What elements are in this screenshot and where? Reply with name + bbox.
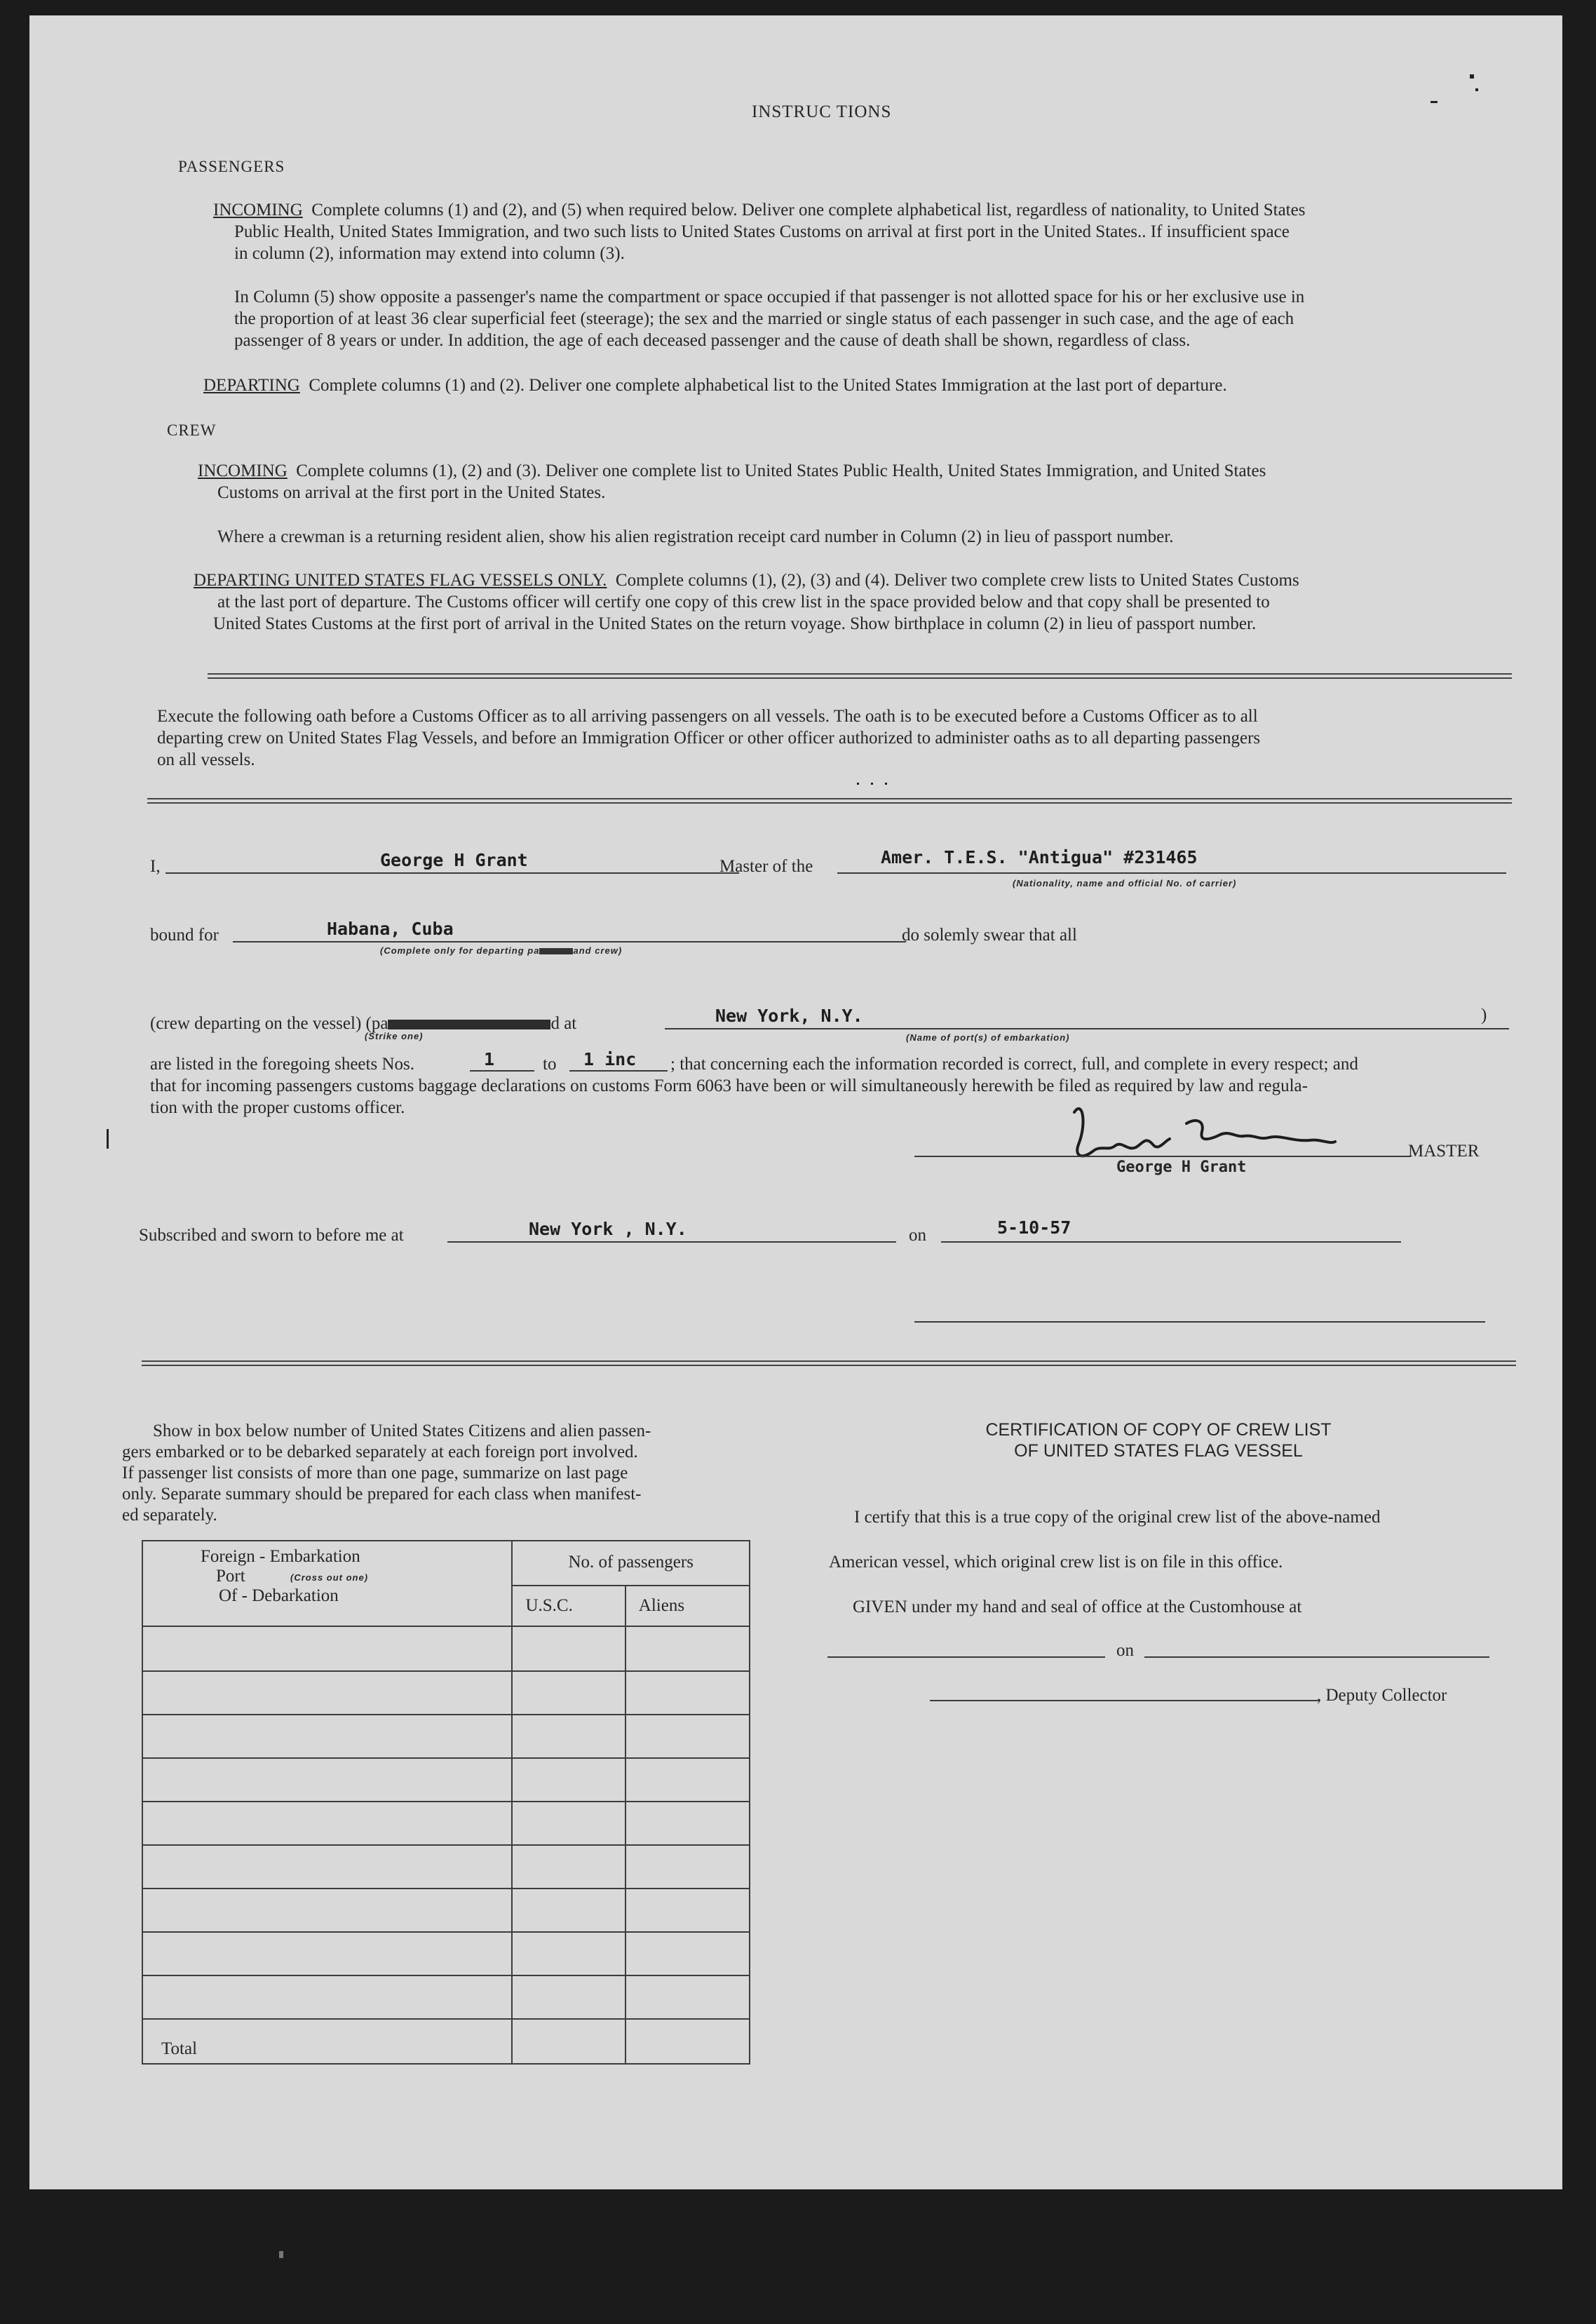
port-cell[interactable] [142, 1802, 512, 1845]
section-divider [142, 1360, 1516, 1366]
bound-for-port: Habana, Cuba [327, 919, 454, 939]
vessel-caption: (Nationality, name and official No. of carrier) [1013, 878, 1237, 889]
close-paren: ) [1481, 1006, 1487, 1025]
passengers-departing-label: DEPARTING [203, 376, 300, 395]
summary-line: ed separately. [122, 1506, 217, 1525]
master-name: George H Grant [380, 850, 528, 870]
crew-incoming-block [198, 460, 1266, 482]
sworn-label: Subscribed and sworn to before me at [139, 1226, 404, 1245]
port-cell[interactable] [142, 1932, 512, 1975]
bound-caption [380, 945, 622, 956]
port-cell[interactable] [142, 1975, 512, 2019]
sheet-from: 1 [484, 1049, 495, 1069]
usc-cell[interactable] [512, 1932, 625, 1975]
usc-cell[interactable] [512, 1715, 625, 1758]
aliens-header-cell [625, 1586, 750, 1626]
passengers-incoming-block [213, 199, 1531, 221]
aliens-cell[interactable] [625, 1671, 750, 1715]
table-total-row [142, 2019, 750, 2064]
redaction-mark [539, 948, 573, 954]
usc-cell[interactable] [512, 1671, 625, 1715]
bound-for-line [233, 941, 906, 943]
usc-cell[interactable] [512, 1975, 625, 2019]
crew-incoming-label: INCOMING [198, 461, 288, 480]
usc-cell[interactable] [512, 1802, 625, 1845]
listed-line2: that for incoming passengers customs baggage declarations on customs Form 6063 have been or will simultaneously herewith be filed as required by law and regula- [150, 1076, 1308, 1095]
port-header-line2-wrap [201, 1567, 511, 1586]
usc-cell[interactable] [512, 1845, 625, 1889]
port-cell[interactable] [142, 1845, 512, 1889]
passengers-departing-block [203, 374, 1227, 396]
master-name-line [165, 872, 739, 874]
passengers-count-header-text: No. of passengers [568, 1553, 694, 1572]
listed-label: are listed in the foregoing sheets Nos. [150, 1055, 414, 1074]
customhouse-line [827, 1656, 1105, 1658]
master-title: MASTER [1408, 1142, 1480, 1161]
vessel-line [837, 872, 1506, 874]
vessel-name: Amer. T.E.S. "Antigua" #231465 [881, 847, 1198, 867]
total-label: Total [161, 2039, 198, 2058]
aliens-cell[interactable] [625, 1626, 750, 1671]
crew-departing-block [194, 569, 1299, 591]
certification-date-line [1144, 1656, 1489, 1658]
certification-title-line2: OF UNITED STATES FLAG VESSEL [1014, 1441, 1303, 1461]
crew-alien-text: Where a crewman is a returning resident alien, show his alien registration receipt card number in Column (2) in lieu of passport number. [217, 527, 1174, 546]
summary-line: If passenger list consists of more than one page, summarize on last page [122, 1464, 628, 1482]
crew-departing-line: United States Customs at the first port of arrival in the United States on the return voyage. Show birthplace in column (2) in lieu of passport number. [213, 614, 1257, 633]
sheet-from-line [470, 1070, 534, 1072]
oath-i-label: I, [150, 857, 161, 876]
bound-caption-end: and crew) [573, 945, 623, 956]
section-divider [147, 798, 1512, 804]
scan-mark [279, 2251, 283, 2258]
passengers-incoming-label: INCOMING [213, 201, 303, 219]
port-cell[interactable] [142, 1671, 512, 1715]
usc-total-cell[interactable] [512, 2019, 625, 2064]
sheet-to-line [569, 1070, 668, 1072]
listed-line3: tion with the proper customs officer. [150, 1098, 405, 1117]
oath-instruction-line: Execute the following oath before a Customs Officer as to all arriving passengers on all vessels. The oath is to be executed before a Customs Officer as to all [157, 707, 1258, 726]
deputy-collector-label: , Deputy Collector [1317, 1686, 1447, 1705]
table-row [142, 1626, 750, 1671]
crew-departing-line: Complete columns (1), (2), (3) and (4). Deliver two complete crew lists to United States Customs [615, 571, 1299, 590]
crew-departing-clause [150, 1013, 576, 1034]
scan-mark [107, 1129, 109, 1149]
port-header-cell [142, 1541, 512, 1626]
table-row [142, 1671, 750, 1715]
port-cell[interactable] [142, 1758, 512, 1802]
sheet-to: 1 inc [583, 1049, 637, 1069]
embark-port: New York, N.Y. [715, 1006, 863, 1026]
swear-text: do solemly swear that all [902, 926, 1077, 945]
aliens-cell[interactable] [625, 1889, 750, 1932]
passengers-incoming-line: Complete columns (1) and (2), and (5) when required below. Deliver one complete alphabetical list, regardless of nationality, to United States [311, 201, 1306, 219]
total-label-cell [142, 2019, 512, 2064]
passengers-departing-text: Complete columns (1) and (2). Deliver one complete alphabetical list to the United States Immigration at the last port of departure. [309, 376, 1227, 395]
scan-mark [1470, 74, 1474, 79]
port-cell[interactable] [142, 1626, 512, 1671]
bound-caption-start: (Complete only for departing pa [380, 945, 540, 956]
aliens-cell[interactable] [625, 1975, 750, 2019]
signature-name: George H Grant [1116, 1158, 1247, 1176]
sworn-place-line [447, 1241, 896, 1243]
certification-on-label: on [1116, 1641, 1134, 1660]
scan-mark [1431, 101, 1438, 103]
table-row [142, 1889, 750, 1932]
crew-heading: CREW [167, 421, 217, 439]
aliens-header: Aliens [638, 1596, 685, 1615]
usc-header: U.S.C. [525, 1596, 573, 1615]
master-of-label: Master of the [719, 857, 813, 876]
scan-mark [1475, 88, 1478, 91]
section-divider [208, 673, 1512, 679]
sworn-date-line [941, 1241, 1401, 1243]
table-row [142, 1845, 750, 1889]
crew-departing-line: at the last port of departure. The Customs officer will certify one copy of this crew list in the space provided below and that copy shall be presented to [217, 593, 1270, 612]
table-row [142, 1975, 750, 2019]
port-cell[interactable] [142, 1889, 512, 1932]
listed-rest: ; that concerning each the information recorded is correct, full, and complete in every respect; and [670, 1055, 1358, 1074]
cross-out-hint: (Cross out one) [290, 1572, 369, 1583]
summary-line: gers embarked or to be debarked separately at each foreign port involved. [122, 1443, 638, 1461]
usc-cell[interactable] [512, 1758, 625, 1802]
crew-departing-after: d at [550, 1014, 577, 1033]
aliens-cell[interactable] [625, 1845, 750, 1889]
summary-instructions [122, 1421, 739, 1526]
aliens-cell[interactable] [625, 1932, 750, 1975]
crew-incoming-line: Complete columns (1), (2) and (3). Deliver one complete list to United States Public Health, United States Immigration, and United States [296, 461, 1266, 480]
certification-line3: GIVEN under my hand and seal of office at the Customhouse at [853, 1597, 1302, 1616]
aliens-total-cell[interactable] [625, 2019, 750, 2064]
aliens-cell[interactable] [625, 1715, 750, 1758]
column5-line: the proportion of at least 36 clear superficial feet (steerage); the sex and the married or single status of each passenger in such case, and the age of each [234, 309, 1294, 328]
summary-line: only. Separate summary should be prepared for each class when manifest- [122, 1485, 642, 1504]
crew-incoming-line: Customs on arrival at the first port in the United States. [217, 483, 606, 502]
aliens-cell[interactable] [625, 1802, 750, 1845]
usc-cell[interactable] [512, 1889, 625, 1932]
passengers-count-header [512, 1541, 750, 1586]
embark-caption: (Name of port(s) of embarkation) [906, 1032, 1070, 1043]
scan-mark [857, 783, 859, 785]
sworn-date: 5-10-57 [997, 1217, 1071, 1238]
scan-mark [871, 783, 873, 785]
scan-mark [885, 783, 887, 785]
crew-departing-label: (crew departing on the vessel) (pa [150, 1014, 388, 1033]
document-page [29, 15, 1562, 2189]
port-header-line3: Of - Debarkation [219, 1586, 339, 1605]
oath-instruction-line: on all vessels. [157, 750, 255, 769]
certification-line1: I certify that this is a true copy of the original crew list of the above-named [854, 1508, 1381, 1527]
table-row [142, 1932, 750, 1975]
port-header-line2: Port [216, 1567, 245, 1586]
officer-signature-line [914, 1321, 1485, 1323]
certification-title-line1: CERTIFICATION OF COPY OF CREW LIST [985, 1420, 1332, 1440]
port-cell[interactable] [142, 1715, 512, 1758]
embark-line [665, 1028, 1509, 1029]
to-label: to [543, 1055, 557, 1074]
instructions-title: INSTRUC TIONS [752, 102, 892, 121]
port-header-line1: Foreign - Embarkation [201, 1547, 360, 1566]
passengers-heading: PASSENGERS [178, 158, 285, 175]
passenger-summary-table [142, 1540, 750, 2065]
passengers-incoming-line: in column (2), information may extend into column (3). [234, 244, 625, 263]
deputy-signature-line [930, 1700, 1320, 1701]
crew-departing-label: DEPARTING UNITED STATES FLAG VESSELS ONLY. [194, 571, 607, 590]
oath-instruction-line: departing crew on United States Flag Vessels, and before an Immigration Officer or other officer authorized to administer oaths as to all departing passengers [157, 729, 1261, 748]
passengers-incoming-line: Public Health, United States Immigration, and two such lists to United States Customs on arrival at first port in the United States.. If insufficient space [234, 222, 1290, 241]
sworn-place: New York , N.Y. [529, 1219, 687, 1239]
aliens-cell[interactable] [625, 1758, 750, 1802]
strikeout-mark [388, 1020, 550, 1029]
strike-caption: (Strike one) [365, 1031, 424, 1041]
table-row [142, 1715, 750, 1758]
table-row [142, 1802, 750, 1845]
table-header-row [142, 1541, 750, 1586]
certification-title [857, 1419, 1460, 1461]
summary-line: Show in box below number of United States Citizens and alien passen- [153, 1421, 651, 1440]
certification-line2: American vessel, which original crew list is on file in this office. [829, 1553, 1283, 1572]
usc-header-cell [512, 1586, 625, 1626]
usc-cell[interactable] [512, 1626, 625, 1671]
sworn-on-label: on [909, 1226, 926, 1245]
signature-line [914, 1156, 1411, 1157]
table-row [142, 1758, 750, 1802]
bound-for-label: bound for [150, 926, 219, 945]
column5-line: passenger of 8 years or under. In addition, the age of each deceased passenger and the cause of death shall be shown, regardless of class. [234, 331, 1191, 350]
column5-line: In Column (5) show opposite a passenger's name the compartment or space occupied if that passenger is not allotted space for his or her exclusive use in [234, 288, 1305, 306]
